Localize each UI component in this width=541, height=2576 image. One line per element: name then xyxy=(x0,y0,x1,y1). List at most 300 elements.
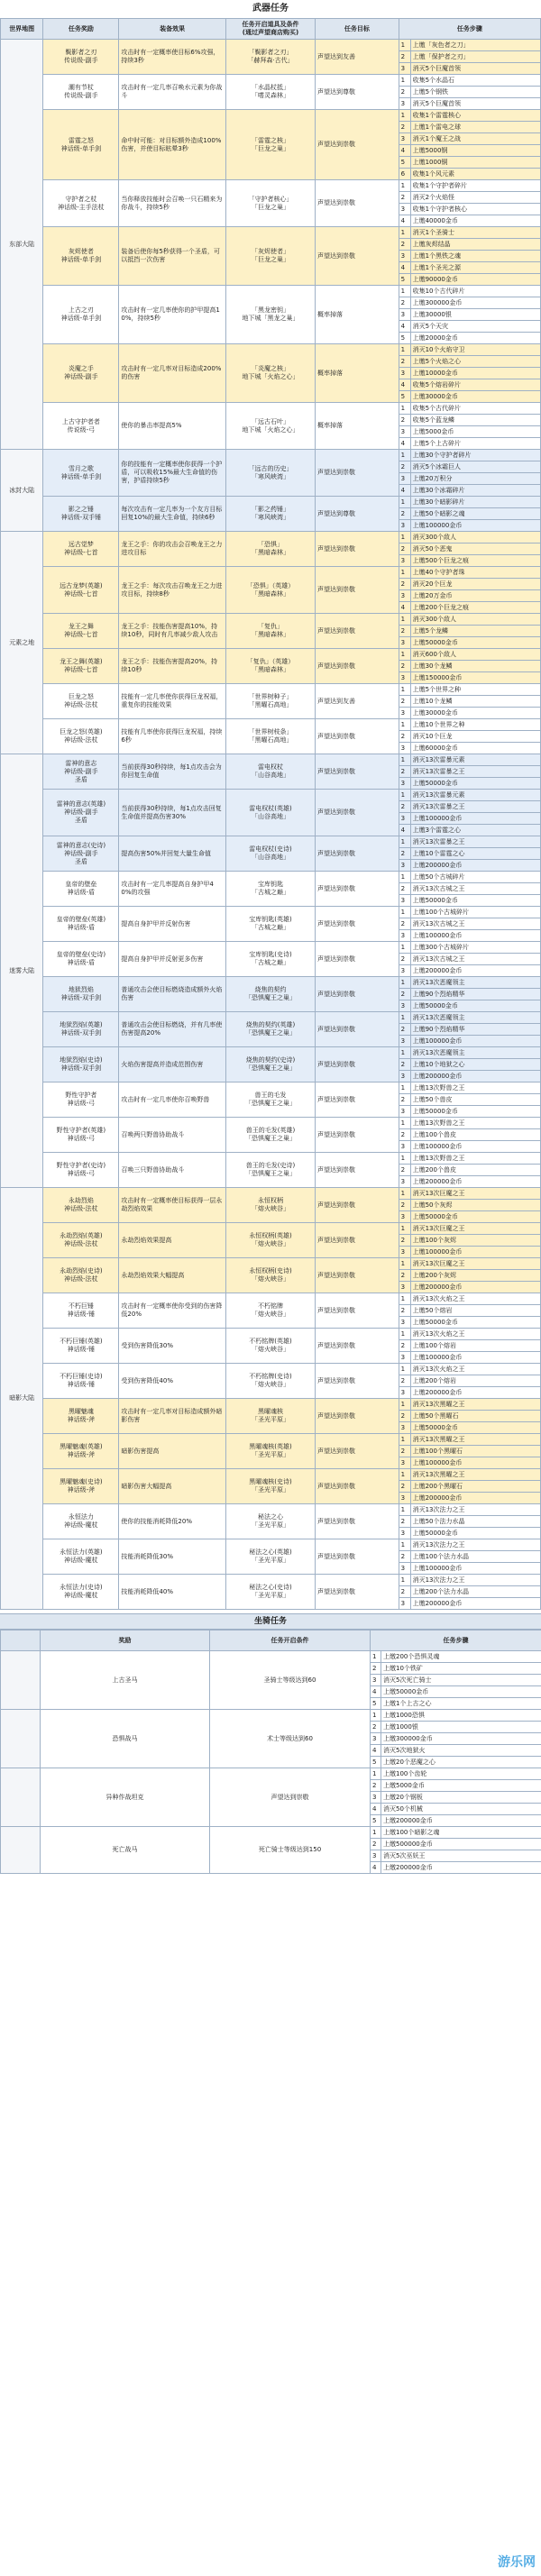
goal-cell: 声望达到崇敬 xyxy=(316,790,399,836)
step-number: 3 xyxy=(399,426,410,438)
step-cell: 上缴100000金币 xyxy=(410,1247,540,1258)
table-row xyxy=(1,1710,541,1722)
step-cell: 消灭1个圣骑士 xyxy=(410,227,540,239)
section2-header-reward: 奖励 xyxy=(41,1631,210,1651)
step-cell: 消灭13次恶魔领主 xyxy=(410,977,540,989)
step-cell: 上缴50000金币 xyxy=(410,895,540,907)
reward-cell: 不朽巨锤 神话级-锤 xyxy=(43,1293,119,1329)
goal-cell: 概率掉落 xyxy=(316,403,399,450)
table-row xyxy=(1,1047,541,1059)
reward-cell: 灰烬使者 神话级-单手剑 xyxy=(43,227,119,286)
step-cell: 上缴50000金币 xyxy=(410,1000,540,1012)
step-number: 3 xyxy=(399,860,410,872)
step-cell: 收集5个蓝龙鳞 xyxy=(410,415,540,426)
effect-cell: 召唤三只野兽协助战斗 xyxy=(119,1153,226,1188)
step-number: 1 xyxy=(399,1012,410,1024)
step-cell: 收集5个古代碎片 xyxy=(410,403,540,415)
step-number: 1 xyxy=(399,1469,410,1481)
step-cell: 消灭5个巨魔首领 xyxy=(410,98,540,110)
step-number: 2 xyxy=(399,1340,410,1352)
step-number: 3 xyxy=(399,1071,410,1082)
step-cell: 消灭13次火焰之王 xyxy=(410,1364,540,1375)
step-cell: 消灭5个天灾 xyxy=(410,321,540,333)
step-number: 4 xyxy=(399,215,410,227)
open-cell: 兽王的毛发(英雄) 「恐惧魔王之巢」 xyxy=(225,1118,315,1153)
table-row xyxy=(1,1293,541,1305)
goal-cell: 声望达到崇敬 xyxy=(316,532,399,567)
step-number: 3 xyxy=(399,1247,410,1258)
effect-cell: 当你释放技能时会召唤一只石精来为你战斗，持续5秒 xyxy=(119,180,226,227)
step-cell: 收集5个熔岩碎片 xyxy=(410,379,540,391)
reward-cell: 炎魔之手 神话级-副手 xyxy=(43,344,119,403)
step-number: 4 xyxy=(371,1862,381,1874)
step-cell: 上缴50000金币 xyxy=(410,778,540,790)
step-cell: 上缴30个冰霜碎片 xyxy=(410,485,540,497)
open-cell: 秘法之心 「圣光平原」 xyxy=(225,1504,315,1539)
step-number: 1 xyxy=(399,1329,410,1340)
step-cell: 上缴100个法力水晶 xyxy=(410,1551,540,1563)
step-cell: 上缴1个上古之心 xyxy=(381,1698,541,1710)
step-number: 2 xyxy=(399,1165,410,1176)
open-cell: 宝库钥匙 「古城之巅」 xyxy=(225,872,315,907)
step-number: 2 xyxy=(399,1024,410,1036)
reward-cell: 皇帝的壁垒(史诗) 神话级-盾 xyxy=(43,942,119,977)
world-cell: 迷雾大陆 xyxy=(1,754,43,1188)
effect-cell: 普通攻击会使目标燃烧造成额外火焰伤害 xyxy=(119,977,226,1012)
step-number: 3 xyxy=(399,895,410,907)
open-cell: 兽王的毛发(史诗) 「恐惧魔王之巢」 xyxy=(225,1153,315,1188)
reward-cell: 雷霆之怒 神话级-单手剑 xyxy=(43,110,119,180)
table-row xyxy=(1,1504,541,1516)
mount-condition-cell: 死亡骑士等级达到150 xyxy=(210,1827,371,1874)
step-number: 3 xyxy=(399,1422,410,1434)
step-cell: 上缴100000金币 xyxy=(410,1352,540,1364)
step-cell: 上缴200000金币 xyxy=(381,1815,541,1827)
table-row xyxy=(1,649,541,661)
table-row xyxy=(1,1329,541,1340)
step-number: 1 xyxy=(399,1153,410,1165)
step-cell: 收集5个水晶石 xyxy=(410,75,540,87)
step-cell: 消灭13次古城之王 xyxy=(410,918,540,930)
step-cell: 收集1个雷霆核心 xyxy=(410,110,540,122)
step-number: 2 xyxy=(399,1094,410,1106)
step-cell: 上缴灰烬结晶 xyxy=(410,239,540,251)
step-cell: 上缴100000金币 xyxy=(410,1036,540,1047)
section2-gap-cell xyxy=(1,1827,41,1874)
step-number: 3 xyxy=(399,1282,410,1293)
step-cell: 上缴3个雷霆之心 xyxy=(410,825,540,836)
step-number: 1 xyxy=(399,836,410,848)
goal-cell: 声望达到崇敬 xyxy=(316,942,399,977)
step-number: 1 xyxy=(399,1364,410,1375)
step-number: 2 xyxy=(371,1663,381,1675)
goal-cell: 声望达到崇敬 xyxy=(316,1153,399,1188)
step-cell: 上缴200000金币 xyxy=(410,1598,540,1610)
step-number: 4 xyxy=(399,145,410,157)
step-cell: 上缴1000恐惧 xyxy=(381,1710,541,1722)
section2-header-step: 任务步骤 xyxy=(371,1631,541,1651)
step-number: 2 xyxy=(371,1722,381,1733)
reward-cell: 永恒法力 神话级-魔杖 xyxy=(43,1504,119,1539)
step-cell: 上缴30000银 xyxy=(410,309,540,321)
step-number: 2 xyxy=(399,1059,410,1071)
step-number: 2 xyxy=(399,1305,410,1317)
reward-cell: 地狱烈焰 神话级-双手剑 xyxy=(43,977,119,1012)
open-cell: 「世界树种子」 「黑曜石高地」 xyxy=(225,684,315,719)
step-cell: 消灭20个巨龙 xyxy=(410,579,540,590)
step-cell: 上缴200个法力水晶 xyxy=(410,1586,540,1598)
reward-cell: 皇帝的壁垒 神话级-盾 xyxy=(43,872,119,907)
step-cell: 上缴60000金币 xyxy=(410,743,540,754)
goal-cell: 声望达到崇敬 xyxy=(316,977,399,1012)
step-cell: 上缴200个恐惧灵魂 xyxy=(381,1651,541,1663)
step-number: 2 xyxy=(399,848,410,860)
open-cell: 「恐惧」（英雄） 「黑暗森林」 xyxy=(225,567,315,614)
step-number: 2 xyxy=(399,1270,410,1282)
step-number: 1 xyxy=(399,180,410,192)
effect-cell: 普通攻击会使目标燃烧，并有几率使伤害提高20% xyxy=(119,1012,226,1047)
goal-cell: 声望达到崇敬 xyxy=(316,872,399,907)
step-cell: 消灭5次地狱火 xyxy=(381,1745,541,1757)
step-number: 3 xyxy=(399,778,410,790)
step-number: 2 xyxy=(371,1780,381,1792)
step-cell: 消灭5次巫妖王 xyxy=(381,1850,541,1862)
step-cell: 上缴40000金币 xyxy=(410,215,540,227)
step-number: 1 xyxy=(399,614,410,626)
reward-cell: 巨龙之怒 神话级-法杖 xyxy=(43,684,119,719)
step-number: 3 xyxy=(399,520,410,532)
reward-cell: 永劫烈焰(史诗) 神话级-法杖 xyxy=(43,1258,119,1293)
step-cell: 收集1个风元素 xyxy=(410,169,540,180)
table-row xyxy=(1,977,541,989)
step-cell: 消灭300个敌人 xyxy=(410,614,540,626)
step-cell: 上缴200000金币 xyxy=(410,860,540,872)
step-number: 5 xyxy=(371,1815,381,1827)
effect-cell: 永劫烈焰效果提高 xyxy=(119,1223,226,1258)
table-row xyxy=(1,942,541,954)
step-cell: 上缴「灰色者之刀」 xyxy=(410,40,540,51)
goal-cell: 声望达到崇敬 xyxy=(316,719,399,754)
step-number: 3 xyxy=(399,1563,410,1575)
step-number: 1 xyxy=(399,227,410,239)
step-number: 3 xyxy=(399,930,410,942)
step-number: 1 xyxy=(371,1651,381,1663)
table-row xyxy=(1,180,541,192)
reward-cell: 永劫烈焰 神话级-法杖 xyxy=(43,1188,119,1223)
reward-cell: 远古觉梦 神话级-七首 xyxy=(43,532,119,567)
table-row xyxy=(1,836,541,848)
step-number: 3 xyxy=(399,473,410,485)
step-cell: 上缴200个兽皮 xyxy=(410,1165,540,1176)
table-row xyxy=(1,614,541,626)
open-cell: 黑曜魂核(史诗) 「圣光平原」 xyxy=(225,1469,315,1504)
open-cell: 烧焦的契约(史诗) 「恐惧魔王之巢」 xyxy=(225,1047,315,1082)
mount-quest-section xyxy=(0,1613,541,1874)
section2-gap xyxy=(1,1631,41,1651)
step-cell: 上缴200000金币 xyxy=(410,1387,540,1399)
world-cell: 暗影大陆 xyxy=(1,1188,43,1610)
goal-cell: 声望达到崇敬 xyxy=(316,1293,399,1329)
effect-cell: 技能消耗降低40% xyxy=(119,1575,226,1610)
step-cell: 上缴50个兽皮 xyxy=(410,1094,540,1106)
step-cell: 上缴50000金币 xyxy=(410,1317,540,1329)
step-number: 2 xyxy=(399,731,410,743)
table-row xyxy=(1,40,541,51)
step-number: 4 xyxy=(399,438,410,450)
effect-cell: 技能有几率使你获得巨龙祝福，持续6秒 xyxy=(119,719,226,754)
goal-cell: 声望达到崇敬 xyxy=(316,1504,399,1539)
step-cell: 消灭13次黑曜之王 xyxy=(410,1399,540,1411)
step-number: 1 xyxy=(399,497,410,508)
step-cell: 消灭13次雷暴之王 xyxy=(410,801,540,813)
step-cell: 上缴90个烈焰精华 xyxy=(410,1024,540,1036)
table-row xyxy=(1,1651,541,1663)
section2-header-condition: 任务开启条件 xyxy=(210,1631,371,1651)
goal-cell: 声望达到崇敬 xyxy=(316,1118,399,1153)
step-number: 2 xyxy=(399,356,410,368)
table-row xyxy=(1,790,541,801)
step-cell: 消灭13次火焰之王 xyxy=(410,1329,540,1340)
mount-condition-cell: 术士等级达到60 xyxy=(210,1710,371,1768)
step-cell: 上缴13次野兽之王 xyxy=(410,1153,540,1165)
effect-cell: 龙王之手：技能伤害提高10%，持续10秒，同时有几率减少敌人攻击 xyxy=(119,614,226,649)
step-cell: 上缴300000金币 xyxy=(381,1733,541,1745)
effect-cell: 攻击时有一定几率提高自身护甲40%的攻强 xyxy=(119,872,226,907)
table-row xyxy=(1,532,541,544)
step-number: 2 xyxy=(399,1481,410,1493)
step-number: 1 xyxy=(399,649,410,661)
open-cell: 「远古石叶」 地下城「火焰之心」 xyxy=(225,403,315,450)
effect-cell: 使你的暴击率提高5% xyxy=(119,403,226,450)
open-cell: 「守护者核心」 「巨龙之巢」 xyxy=(225,180,315,227)
step-cell: 上缴50000金币 xyxy=(410,1528,540,1539)
open-cell: 雷电权杖 「山谷高地」 xyxy=(225,754,315,790)
goal-cell: 声望达到友善 xyxy=(316,40,399,75)
reward-cell: 地狱烈焰(英雄) 神话级-双手剑 xyxy=(43,1012,119,1047)
table-row xyxy=(1,1012,541,1024)
effect-cell: 当前获得30秒持续，每1点攻击回复生命值并提高伤害30% xyxy=(119,790,226,836)
reward-cell: 地狱烈焰(史诗) 神话级-双手剑 xyxy=(43,1047,119,1082)
effect-cell: 装备后使你每5秒获得一个圣盾，可以抵挡一次伤害 xyxy=(119,227,226,286)
step-cell: 收集1个守护者核心 xyxy=(410,204,540,215)
open-cell: 秘法之心(英雄) 「圣光平原」 xyxy=(225,1539,315,1575)
open-cell: 永恒权柄 「熔火峡谷」 xyxy=(225,1188,315,1223)
effect-cell: 攻击时有一定概率使目标6%攻强，持续3秒 xyxy=(119,40,226,75)
section2-gap-cell xyxy=(1,1710,41,1768)
step-cell: 上缴100个熔岩 xyxy=(410,1340,540,1352)
step-cell: 上缴20000金币 xyxy=(410,333,540,344)
step-number: 2 xyxy=(399,1586,410,1598)
step-number: 3 xyxy=(399,1387,410,1399)
step-cell: 上缴1000铜 xyxy=(410,157,540,169)
step-number: 1 xyxy=(399,1188,410,1200)
step-cell: 上缴5个龙鳞 xyxy=(410,626,540,637)
table-row xyxy=(1,110,541,122)
goal-cell: 概率掉落 xyxy=(316,344,399,403)
reward-cell: 皇帝的壁垒(英雄) 神话级-盾 xyxy=(43,907,119,942)
step-number: 1 xyxy=(399,567,410,579)
step-number: 2 xyxy=(399,1200,410,1211)
step-number: 3 xyxy=(399,309,410,321)
step-number: 1 xyxy=(399,1118,410,1129)
effect-cell: 暗影伤害大幅提高 xyxy=(119,1469,226,1504)
table-row xyxy=(1,344,541,356)
step-number: 3 xyxy=(399,1176,410,1188)
step-cell: 上缴20个恶魔之心 xyxy=(381,1757,541,1768)
step-number: 2 xyxy=(399,192,410,204)
step-cell: 消灭13次法力之王 xyxy=(410,1575,540,1586)
step-cell: 消灭13次法力之王 xyxy=(410,1539,540,1551)
step-number: 2 xyxy=(399,544,410,555)
step-number: 1 xyxy=(399,1082,410,1094)
step-number: 4 xyxy=(399,825,410,836)
step-number: 3 xyxy=(399,133,410,145)
effect-cell: 提高自身护甲并反射更多伤害 xyxy=(119,942,226,977)
reward-cell: 永恒法力(史诗) 神话级-魔杖 xyxy=(43,1575,119,1610)
step-cell: 上缴50个熔岩 xyxy=(410,1305,540,1317)
goal-cell: 声望达到崇敬 xyxy=(316,836,399,872)
step-number: 2 xyxy=(399,801,410,813)
step-number: 3 xyxy=(399,63,410,75)
reward-cell: 野性守护者 神话级-弓 xyxy=(43,1082,119,1118)
step-cell: 上缴10000金币 xyxy=(410,368,540,379)
step-cell: 上缴5000金币 xyxy=(381,1780,541,1792)
step-number: 3 xyxy=(399,1141,410,1153)
effect-cell: 你的技能有一定概率使你获得一个护盾，可以吸收15%最大生命值的伤害，护盾持续5秒 xyxy=(119,450,226,497)
open-cell: 宝库钥匙(英雄) 「古城之巅」 xyxy=(225,907,315,942)
open-cell: 「鬓影者之刃」 「赫拜森·古代」 xyxy=(225,40,315,75)
step-number: 1 xyxy=(399,75,410,87)
effect-cell: 每次攻击有一定几率为一个友方目标回复10%的最大生命值，持续6秒 xyxy=(119,497,226,532)
step-cell: 上缴10个铁矿 xyxy=(381,1663,541,1675)
step-number: 2 xyxy=(399,51,410,63)
goal-cell: 声望达到崇敬 xyxy=(316,1575,399,1610)
section2-gap-cell xyxy=(1,1768,41,1827)
step-number: 4 xyxy=(399,485,410,497)
step-number: 1 xyxy=(371,1827,381,1839)
step-cell: 上缴200个熔岩 xyxy=(410,1375,540,1387)
goal-cell: 声望达到崇敬 xyxy=(316,567,399,614)
goal-cell: 声望达到崇敬 xyxy=(316,1082,399,1118)
effect-cell: 提高伤害50%并回复大量生命值 xyxy=(119,836,226,872)
step-number: 1 xyxy=(399,719,410,731)
step-cell: 上缴200000金币 xyxy=(410,965,540,977)
step-number: 3 xyxy=(399,965,410,977)
header-open: 任务开启道具及条件 (通过声望商店购买) xyxy=(225,19,315,40)
header-world: 世界地图 xyxy=(1,19,43,40)
effect-cell: 暗影伤害提高 xyxy=(119,1434,226,1469)
goal-cell: 概率掉落 xyxy=(316,286,399,344)
open-cell: 「黑龙密钥」 地下城「黑龙之巢」 xyxy=(225,286,315,344)
step-number: 1 xyxy=(399,1539,410,1551)
step-cell: 消灭600个敌人 xyxy=(410,649,540,661)
step-cell: 上缴100个古城碎片 xyxy=(410,907,540,918)
step-cell: 消灭13次法力之王 xyxy=(410,1504,540,1516)
goal-cell: 声望达到崇敬 xyxy=(316,1364,399,1399)
step-number: 3 xyxy=(399,1457,410,1469)
effect-cell: 使你的技能消耗降低20% xyxy=(119,1504,226,1539)
step-cell: 上缴200000金币 xyxy=(410,1176,540,1188)
step-cell: 上缴50000金币 xyxy=(381,1686,541,1698)
step-number: 2 xyxy=(399,579,410,590)
table-row xyxy=(1,1469,541,1481)
step-number: 5 xyxy=(399,333,410,344)
step-cell: 上缴100个齿轮 xyxy=(381,1768,541,1780)
open-cell: 秘法之心(史诗) 「圣光平原」 xyxy=(225,1575,315,1610)
reward-cell: 永劫烈焰(英雄) 神话级-法杖 xyxy=(43,1223,119,1258)
goal-cell: 声望达到崇敬 xyxy=(316,754,399,790)
reward-cell: 黑曜魅魂(史诗) 神话级-斧 xyxy=(43,1469,119,1504)
step-number: 3 xyxy=(399,1528,410,1539)
goal-cell: 声望达到崇敬 xyxy=(316,1047,399,1082)
step-cell: 上缴50个法力水晶 xyxy=(410,1516,540,1528)
step-number: 2 xyxy=(399,461,410,473)
open-cell: 不朽铭牌 「熔火峡谷」 xyxy=(225,1293,315,1329)
header-reward: 任务奖励 xyxy=(43,19,119,40)
step-cell: 上缴10个地狱之心 xyxy=(410,1059,540,1071)
table-row xyxy=(1,450,541,461)
step-cell: 上缴500000金币 xyxy=(381,1839,541,1850)
step-number: 2 xyxy=(399,1446,410,1457)
reward-cell: 黑曜魅魂 神话级-斧 xyxy=(43,1399,119,1434)
step-cell: 上缴150000金币 xyxy=(410,672,540,684)
step-number: 1 xyxy=(371,1710,381,1722)
step-cell: 收集1个守护者碎片 xyxy=(410,180,540,192)
step-cell: 上缴30个守护者碎片 xyxy=(410,450,540,461)
step-number: 2 xyxy=(399,1235,410,1247)
table-row xyxy=(1,1082,541,1094)
open-cell: 「炎魔之核」 地下城「火焰之心」 xyxy=(225,344,315,403)
section2-title: 坐骑任务 xyxy=(0,1613,541,1630)
step-number: 5 xyxy=(371,1698,381,1710)
step-number: 5 xyxy=(371,1757,381,1768)
step-number: 2 xyxy=(399,1375,410,1387)
step-number: 4 xyxy=(371,1745,381,1757)
reward-cell: 雷神的意志 神话级-副手 圣盾 xyxy=(43,754,119,790)
step-cell: 上缴1个圣光之源 xyxy=(410,262,540,274)
weapon-quest-table xyxy=(0,18,541,1610)
step-number: 3 xyxy=(399,1352,410,1364)
goal-cell: 声望达到崇敬 xyxy=(316,1469,399,1504)
table-row xyxy=(1,497,541,508)
open-cell: 黑曜魂核 「圣光平原」 xyxy=(225,1399,315,1434)
step-number: 1 xyxy=(399,907,410,918)
goal-cell: 声望达到崇敬 xyxy=(316,1258,399,1293)
reward-cell: 上古守护者者 传说级-弓 xyxy=(43,403,119,450)
effect-cell: 技能消耗降低30% xyxy=(119,1539,226,1575)
reward-cell: 雪月之歌 神话级-单手剑 xyxy=(43,450,119,497)
effect-cell: 攻击时有一定几率使你的护甲提高10%，持续5秒 xyxy=(119,286,226,344)
step-number: 1 xyxy=(399,684,410,696)
step-number: 1 xyxy=(371,1768,381,1780)
mount-condition-cell: 声望达到崇敬 xyxy=(210,1768,371,1827)
step-cell: 上缴13次野兽之王 xyxy=(410,1082,540,1094)
step-number: 1 xyxy=(399,532,410,544)
effect-cell: 火焰伤害提高并造成范围伤害 xyxy=(119,1047,226,1082)
step-cell: 上缴10个世界之种 xyxy=(410,719,540,731)
effect-cell: 攻击时有一定几率对目标造成200%的伤害 xyxy=(119,344,226,403)
step-cell: 消灭13次雷暴元素 xyxy=(410,790,540,801)
step-cell: 上缴50000金币 xyxy=(410,1422,540,1434)
mount-reward-cell: 异种作战坦克 xyxy=(41,1768,210,1827)
step-cell: 上缴300个古城碎片 xyxy=(410,942,540,954)
step-cell: 上缴20个钢板 xyxy=(381,1792,541,1804)
step-number: 4 xyxy=(399,602,410,614)
step-cell: 上缴30000金币 xyxy=(410,708,540,719)
open-cell: 雷电权杖(史诗) 「山谷高地」 xyxy=(225,836,315,872)
open-cell: 「复仇」 「黑暗森林」 xyxy=(225,614,315,649)
goal-cell: 声望达到崇敬 xyxy=(316,1012,399,1047)
